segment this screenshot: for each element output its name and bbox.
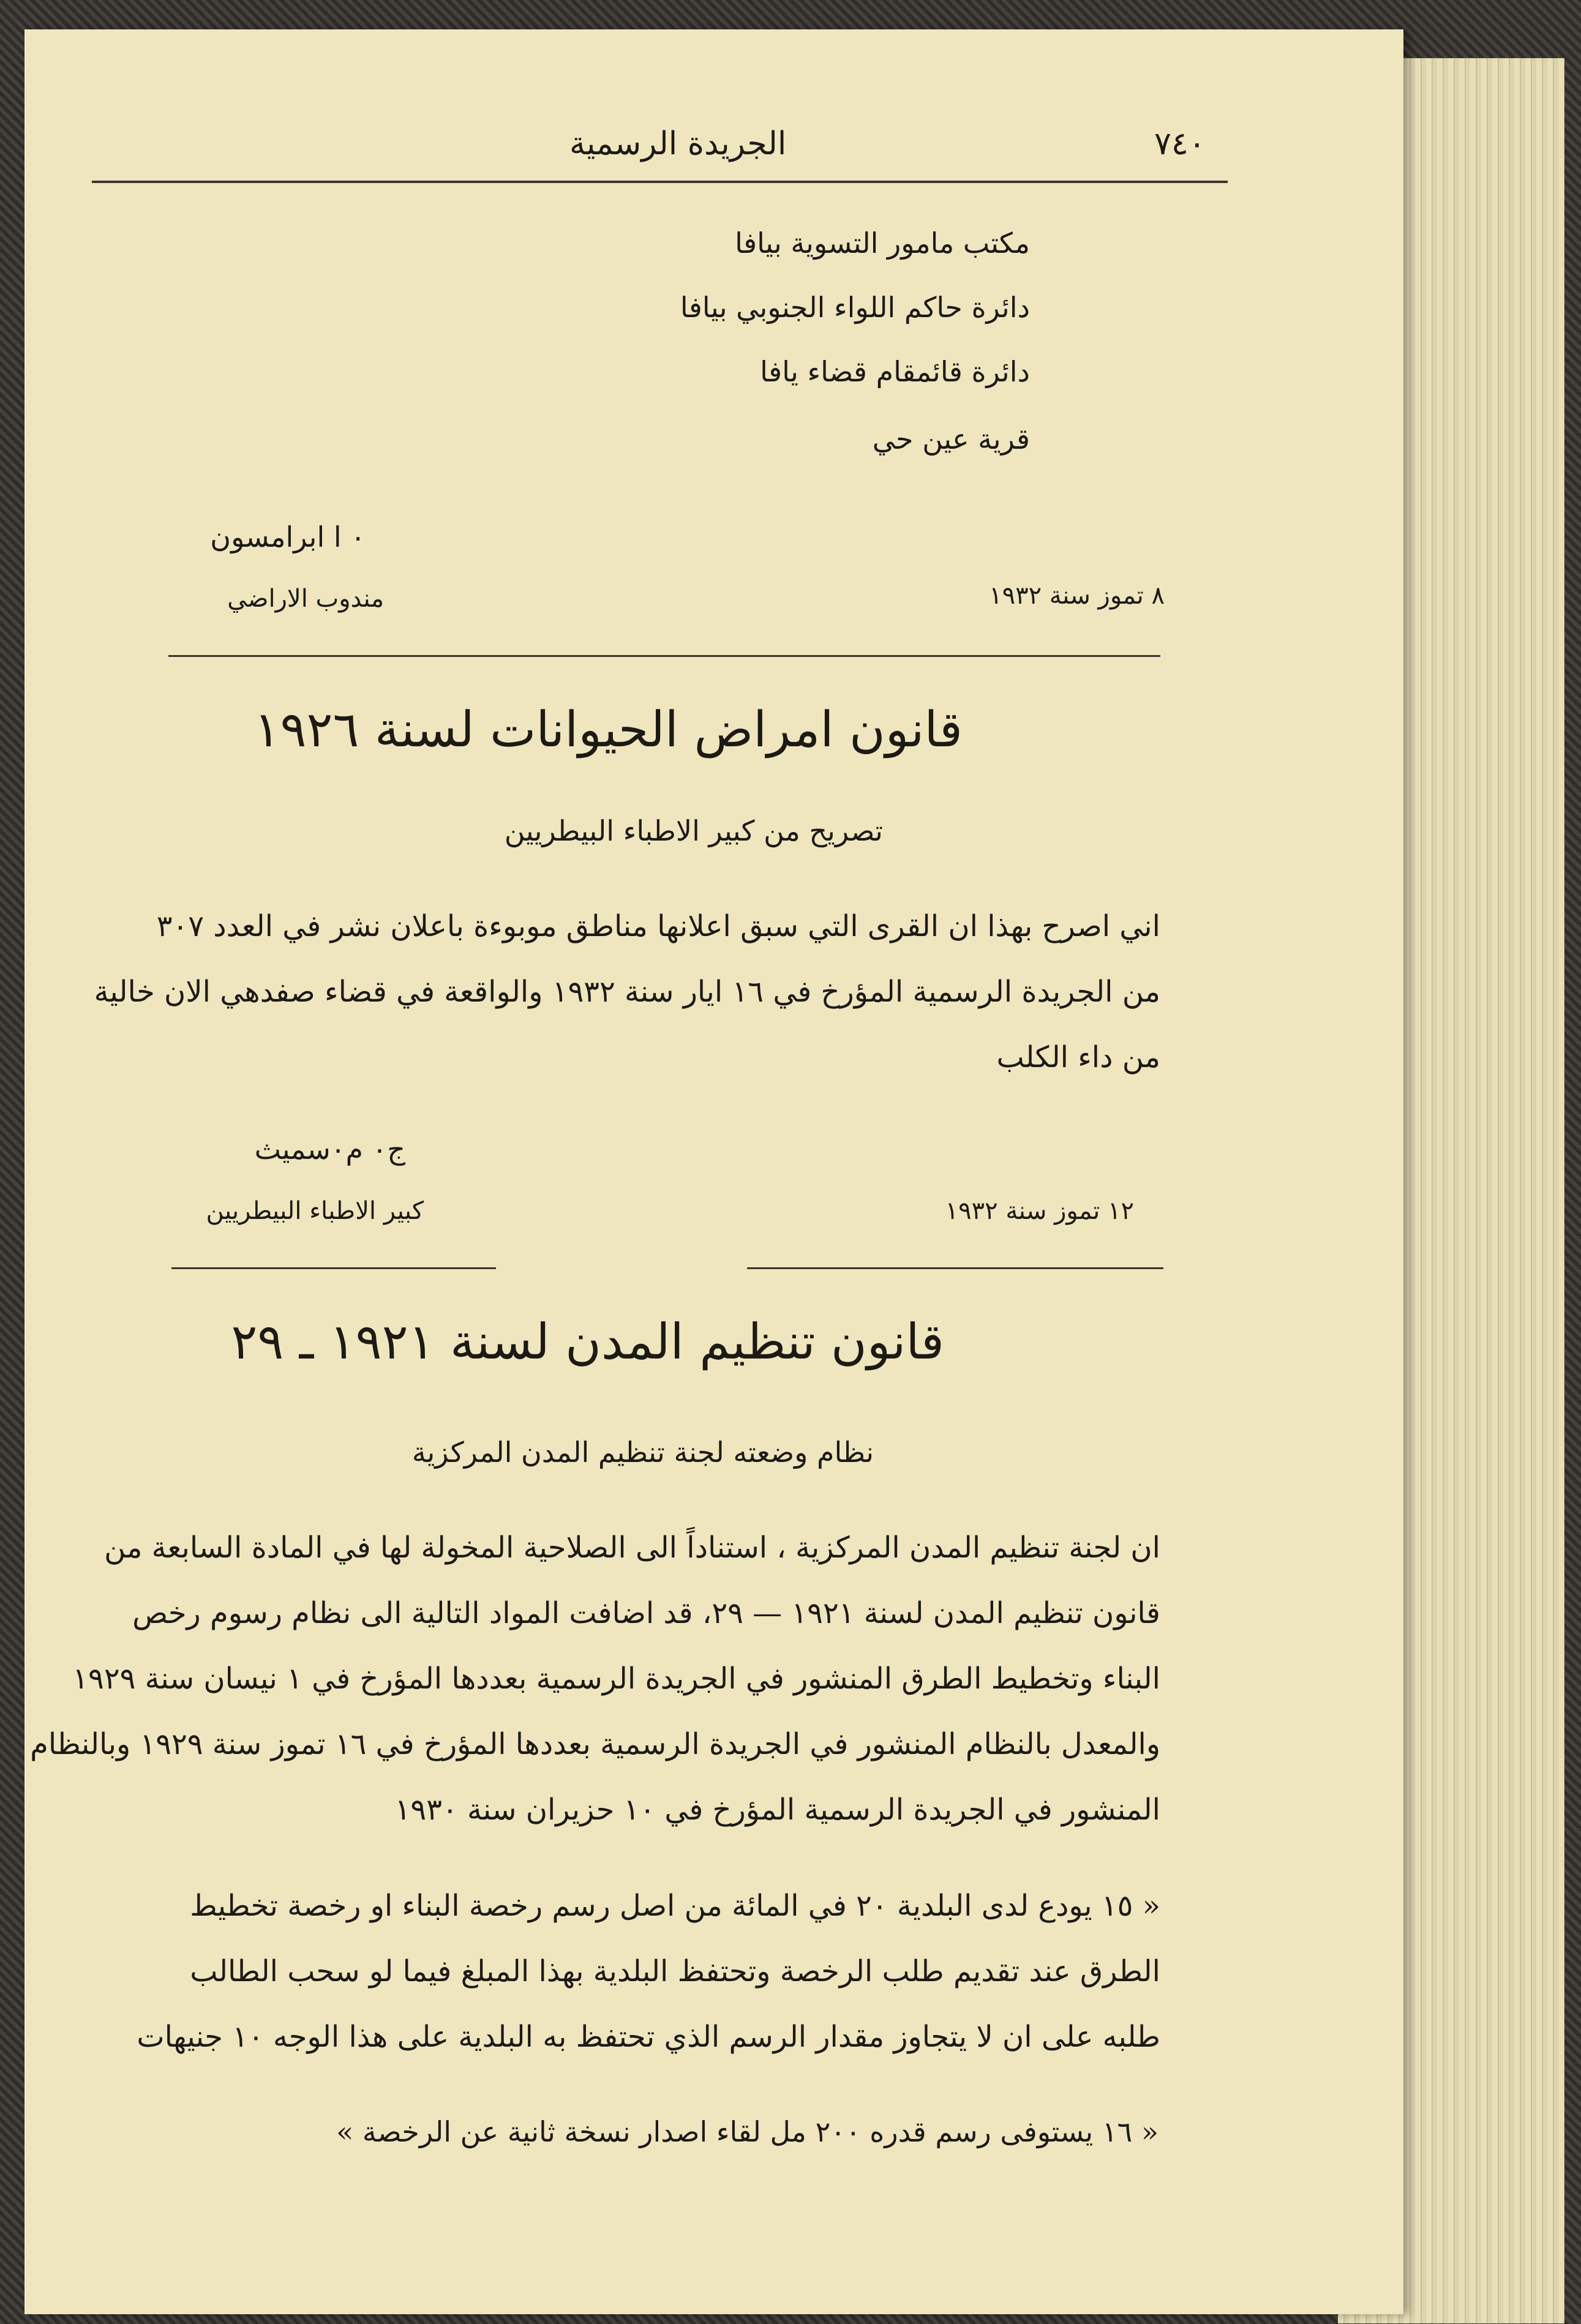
body-line: المنشور في الجريدة الرسمية المؤرخ في ١٠ حزيران سنة ١٩٣٠	[394, 1793, 1160, 1827]
notice-line: مكتب مامور التسوية بيافا	[735, 227, 1030, 260]
body-line: والمعدل بالنظام المنشور في الجريدة الرسمية بعددها المؤرخ في ١٦ تموز سنة ١٩٢٩ وبالنظام	[30, 1727, 1160, 1761]
notice-line: دائرة حاكم اللواء الجنوبي بيافا	[680, 291, 1030, 324]
body-line: من داء الكلب	[996, 1040, 1160, 1074]
section-rule	[168, 655, 1160, 657]
body-line: ان لجنة تنظيم المدن المركزية ، استناداً الى الصلاحية المخولة لها في المادة السابعة من	[104, 1531, 1160, 1565]
section-rule	[171, 1267, 496, 1269]
body-line: من الجريدة الرسمية المؤرخ في ١٦ ايار سنة ١٩٣٢ والواقعة في قضاء صفدهي الان خالية	[94, 975, 1160, 1009]
signer-title: كبير الاطباء البيطريين	[206, 1197, 424, 1225]
section-rule	[747, 1267, 1163, 1269]
article-line: الطرق عند تقديم طلب الرخصة وتحتفظ البلدية بهذا المبلغ فيما لو سحب الطالب	[190, 1954, 1160, 1989]
notice-line: دائرة قائمقام قضاء يافا	[760, 355, 1030, 388]
section-title: قانون تنظيم المدن لسنة ١٩٢١ ـ ٢٩	[231, 1313, 944, 1370]
body-line: قانون تنظيم المدن لسنة ١٩٢١ — ٢٩، قد اضافت المواد التالية الى نظام رسوم رخص	[132, 1596, 1160, 1630]
article-line: « ١٥ يودع لدى البلدية ٢٠ في المائة من اصل رسم رخصة البناء او رخصة تخطيط	[190, 1889, 1160, 1923]
page-header-title: الجريدة الرسمية	[569, 126, 787, 162]
page-number: ٧٤٠	[1154, 126, 1206, 162]
article-15	[137, 1873, 1160, 2070]
section-body	[94, 894, 1160, 1090]
body-line: البناء وتخطيط الطرق المنشور في الجريدة الرسمية بعددها المؤرخ في ١ نيسان سنة ١٩٢٩	[72, 1662, 1160, 1696]
header-rule	[92, 181, 1228, 183]
section-subtitle: تصريح من كبير الاطباء البيطريين	[504, 814, 883, 847]
notice-line: قرية عين حي	[872, 422, 1030, 455]
signer-title: مندوب الاراضي	[227, 585, 384, 613]
article-line: طلبه على ان لا يتجاوز مقدار الرسم الذي تحتفظ به البلدية على هذا الوجه ١٠ جنيهات	[137, 2020, 1160, 2054]
section-title: قانون امراض الحيوانات لسنة ١٩٢٦	[253, 701, 963, 758]
section-subtitle: نظام وضعته لجنة تنظيم المدن المركزية	[411, 1436, 874, 1469]
notice-date: ٨ تموز سنة ١٩٣٢	[989, 582, 1165, 610]
signer-name: ٠ ا ابرامسون	[210, 520, 366, 553]
signer-name: ج٠ م٠سميث	[254, 1133, 405, 1166]
notice-date: ١٢ تموز سنة ١٩٣٢	[945, 1197, 1134, 1225]
article-16: « ١٦ يستوفى رسم قدره ٢٠٠ مل لقاء اصدار نسخة ثانية عن الرخصة »	[336, 2115, 1159, 2148]
body-line: اني اصرح بهذا ان القرى التي سبق اعلانها مناطق موبوءة باعلان نشر في العدد ٣٠٧	[156, 909, 1160, 943]
section-body	[30, 1515, 1160, 1843]
